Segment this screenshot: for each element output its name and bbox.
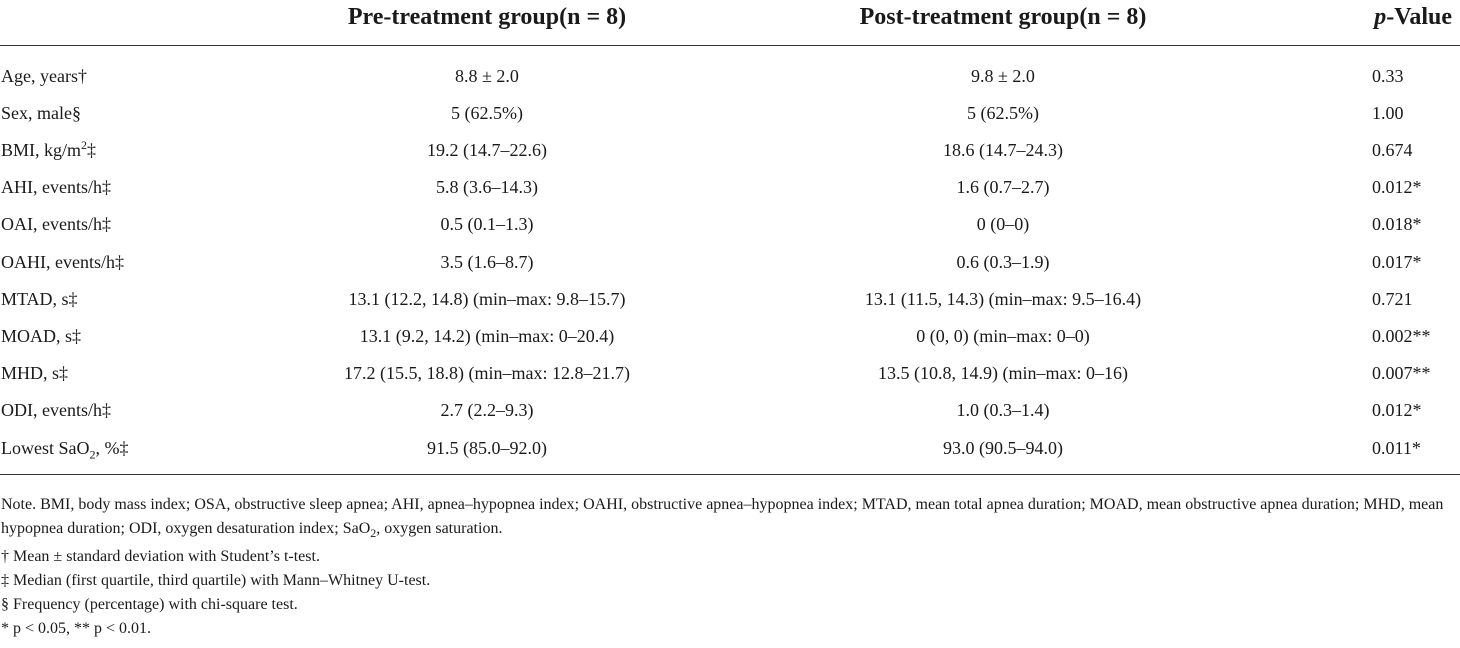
p-italic: p xyxy=(1374,4,1387,30)
pre-value: 3.5 (1.6–8.7) xyxy=(440,252,534,272)
table-row xyxy=(0,431,1460,467)
p-value: 0.018* xyxy=(1372,214,1422,234)
row-label: MTAD, s‡ xyxy=(1,289,78,309)
label-superscript: 2 xyxy=(81,138,88,152)
pre-value: 17.2 (15.5, 18.8) (min–max: 12.8–21.7) xyxy=(344,363,630,383)
post-value: 93.0 (90.5–94.0) xyxy=(943,438,1063,458)
post-value: 1.6 (0.7–2.7) xyxy=(956,177,1050,197)
row-label: Sex, male§ xyxy=(1,103,81,123)
post-value: 1.0 (0.3–1.4) xyxy=(956,400,1050,420)
label-subscript: 2 xyxy=(89,447,96,462)
bottom-rule xyxy=(0,474,1460,475)
post-value: 9.8 ± 2.0 xyxy=(971,66,1035,86)
row-label: OAI, events/h‡ xyxy=(1,214,111,234)
label-suffix: ‡ xyxy=(87,140,97,160)
post-value: 18.6 (14.7–24.3) xyxy=(943,140,1063,160)
note-text: Note. BMI, body mass index; OSA, obstructive sleep apnea; AHI, apnea–hypopnea index; OAHI, obstructive apnea–hypopnea index; MTAD, mean total apnea duration; MOAD, mean obstructive apnea duration; MHD, mean hypopnea duration; ODI, oxygen desaturation index; SaO xyxy=(1,496,1444,537)
significance-note: * p < 0.05, ** p < 0.01. xyxy=(1,620,152,637)
post-value: 5 (62.5%) xyxy=(967,103,1039,123)
post-value: 0.6 (0.3–1.9) xyxy=(956,252,1050,272)
table-notes xyxy=(1,493,1453,641)
p-value: 1.00 xyxy=(1372,103,1404,123)
row-label xyxy=(1,438,129,462)
row-label: ODI, events/h‡ xyxy=(1,400,111,420)
pre-value: 5 (62.5%) xyxy=(451,103,523,123)
p-value: 0.33 xyxy=(1372,66,1404,86)
p-rest: -Value xyxy=(1386,4,1452,30)
row-label: MOAD, s‡ xyxy=(1,326,82,346)
col-header-post: Post-treatment group(n = 8) xyxy=(859,4,1147,30)
table-row xyxy=(0,319,1460,355)
pre-value: 13.1 (9.2, 14.2) (min–max: 0–20.4) xyxy=(359,326,615,346)
table-row xyxy=(0,170,1460,206)
table-row xyxy=(0,245,1460,281)
table-row xyxy=(0,282,1460,318)
table-header xyxy=(0,0,1460,44)
col-header-p-value xyxy=(1374,4,1452,31)
p-value: 0.674 xyxy=(1372,140,1413,160)
post-value: 13.1 (11.5, 14.3) (min–max: 9.5–16.4) xyxy=(864,289,1142,309)
double-dagger-note: ‡ Median (first quartile, third quartile) with Mann–Whitney U-test. xyxy=(1,572,431,589)
label-text: BMI, kg/m xyxy=(1,140,82,160)
post-value: 0 (0, 0) (min–max: 0–0) xyxy=(916,326,1090,346)
pre-value: 8.8 ± 2.0 xyxy=(455,66,519,86)
pre-value: 5.8 (3.6–14.3) xyxy=(436,177,538,197)
row-label: AHI, events/h‡ xyxy=(1,177,111,197)
row-label xyxy=(1,140,96,161)
pre-value: 0.5 (0.1–1.3) xyxy=(440,214,534,234)
pre-value: 2.7 (2.2–9.3) xyxy=(440,400,534,420)
post-value: 13.5 (10.8, 14.9) (min–max: 0–16) xyxy=(878,363,1128,383)
note-subscript: 2 xyxy=(370,526,377,541)
abbreviations-note xyxy=(1,493,1453,541)
row-label: OAHI, events/h‡ xyxy=(1,252,124,272)
post-value: 0 (0–0) xyxy=(976,214,1030,234)
p-value: 0.017* xyxy=(1372,252,1422,272)
label-suffix: , %‡ xyxy=(95,438,129,458)
p-value: 0.721 xyxy=(1372,289,1413,309)
table-row xyxy=(0,356,1460,392)
p-value: 0.011* xyxy=(1372,438,1421,458)
table-row xyxy=(0,207,1460,243)
table-row xyxy=(0,96,1460,132)
col-header-pre: Pre-treatment group(n = 8) xyxy=(347,4,627,30)
table-row xyxy=(0,59,1460,95)
dagger-note: † Mean ± standard deviation with Student’s t-test. xyxy=(1,548,320,565)
top-rule xyxy=(0,45,1460,46)
p-value: 0.007** xyxy=(1372,363,1431,383)
row-label: Age, years† xyxy=(1,66,87,86)
p-value: 0.002** xyxy=(1372,326,1431,346)
pre-value: 19.2 (14.7–22.6) xyxy=(427,140,547,160)
p-value: 0.012* xyxy=(1372,177,1422,197)
label-text: Lowest SaO xyxy=(1,438,90,458)
pre-value: 91.5 (85.0–92.0) xyxy=(427,438,547,458)
p-value: 0.012* xyxy=(1372,400,1422,420)
pre-value: 13.1 (12.2, 14.8) (min–max: 9.8–15.7) xyxy=(348,289,626,309)
section-note: § Frequency (percentage) with chi-square test. xyxy=(1,596,298,613)
row-label: MHD, s‡ xyxy=(1,363,69,383)
note-suffix: , oxygen saturation. xyxy=(376,520,503,537)
table-row xyxy=(0,393,1460,429)
table-row xyxy=(0,133,1460,169)
